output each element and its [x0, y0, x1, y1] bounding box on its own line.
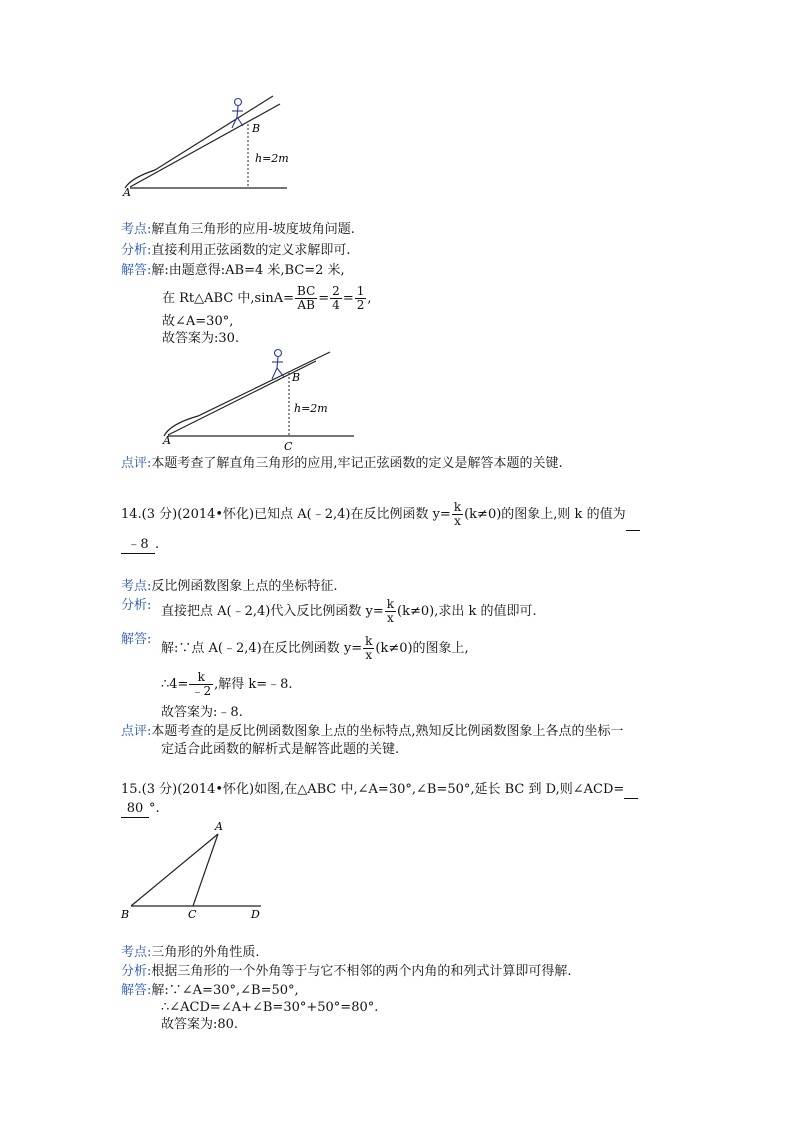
triangle-figure: [115, 818, 270, 922]
label-C: C: [188, 908, 197, 921]
q14-dianping-2: 定适合此函数的解析式是解答此题的关键.: [161, 742, 400, 757]
q15-stem: 15.(3 分)(2014•怀化)如图,在△ABC 中,∠A=30°,∠B=50°,延长 BC 到 D,则∠ACD=: [121, 782, 638, 799]
q13-kaodian: 考点:解直角三角形的应用-坡度坡角问题.: [121, 222, 355, 237]
q14-stem: 14.(3 分)(2014•怀化)已知点 A(﹣2,4)在反比例函数 y= $\frac{k}{x}$ (k≠0)的图象上,则 k 的值为: [121, 500, 640, 531]
q14-dianping: 点评:本题考查的是反比例函数图象上点的坐标特点,熟知反比例函数图象上各点的坐标一: [121, 724, 624, 739]
q13-sin-line: 在 Rt△ABC 中,sinA= $\frac{BC}{AB}$ = $\frac{2}{4}$ = $\frac{1}{2}$ ,: [162, 284, 372, 312]
person-icon: [232, 99, 243, 129]
q14-fenxi: 直接把点 A(﹣2,4)代入反比例函数 y= $\frac{k}{x}$ (k≠0),求出 k 的值即可.: [161, 597, 537, 625]
q15-fenxi: 分析:根据三角形的一个外角等于与它不相邻的两个内角的和列式计算即可得解.: [121, 964, 572, 979]
slope-figure-2: [158, 346, 358, 456]
q14-answer-line: ﹣8 .: [121, 537, 159, 554]
label-A: A: [163, 434, 171, 447]
label-A: A: [215, 820, 223, 833]
q14-fenxi-label: 分析:: [121, 598, 152, 613]
label-B: B: [121, 908, 130, 921]
q13-angle: 故∠A=30°,: [162, 314, 234, 329]
q14-jieda-1: 解:∵点 A(﹣2,4)在反比例函数 y= $\frac{k}{x}$ (k≠0)的图象上,: [161, 634, 469, 662]
q13-jieda: 解答:解:由题意得:AB=4 米,BC=2 米,: [121, 263, 345, 278]
q15-jieda: 解答:解:∵∠A=30°,∠B=50°,: [121, 983, 299, 998]
q15-kaodian: 考点:三角形的外角性质.: [121, 945, 260, 960]
q14-kaodian: 考点:反比例函数图象上点的坐标特征.: [121, 579, 338, 594]
label-h: h=2m: [294, 402, 328, 415]
label-B: B: [252, 122, 261, 135]
slope-figure-1: [115, 92, 300, 200]
q15-answer-line: 80 °.: [121, 801, 160, 818]
q14-jieda-3: 故答案为:﹣8.: [161, 705, 243, 720]
q14-jieda-label: 解答:: [121, 632, 152, 647]
q15-jieda-3: 故答案为:80.: [161, 1017, 239, 1032]
person-icon: [272, 350, 284, 380]
q14-jieda-2: ∴4= $\frac{k}{﹣2}$ ,解得 k=﹣8.: [161, 670, 293, 698]
label-B: B: [292, 371, 301, 384]
label-A: A: [123, 186, 131, 199]
q13-answer: 故答案为:30.: [162, 331, 240, 346]
label-h: h=2m: [255, 152, 289, 165]
q15-answer: 80: [121, 801, 149, 818]
q15-jieda-2: ∴∠ACD=∠A+∠B=30°+50°=80°.: [161, 1000, 379, 1015]
q14-answer: ﹣8: [121, 537, 155, 554]
q13-dianping: 点评:本题考查了解直角三角形的应用,牢记正弦函数的定义是解答本题的关键.: [121, 456, 563, 471]
q13-fenxi: 分析:直接利用正弦函数的定义求解即可.: [121, 243, 351, 258]
label-D: D: [251, 908, 260, 921]
label-C: C: [284, 440, 293, 453]
